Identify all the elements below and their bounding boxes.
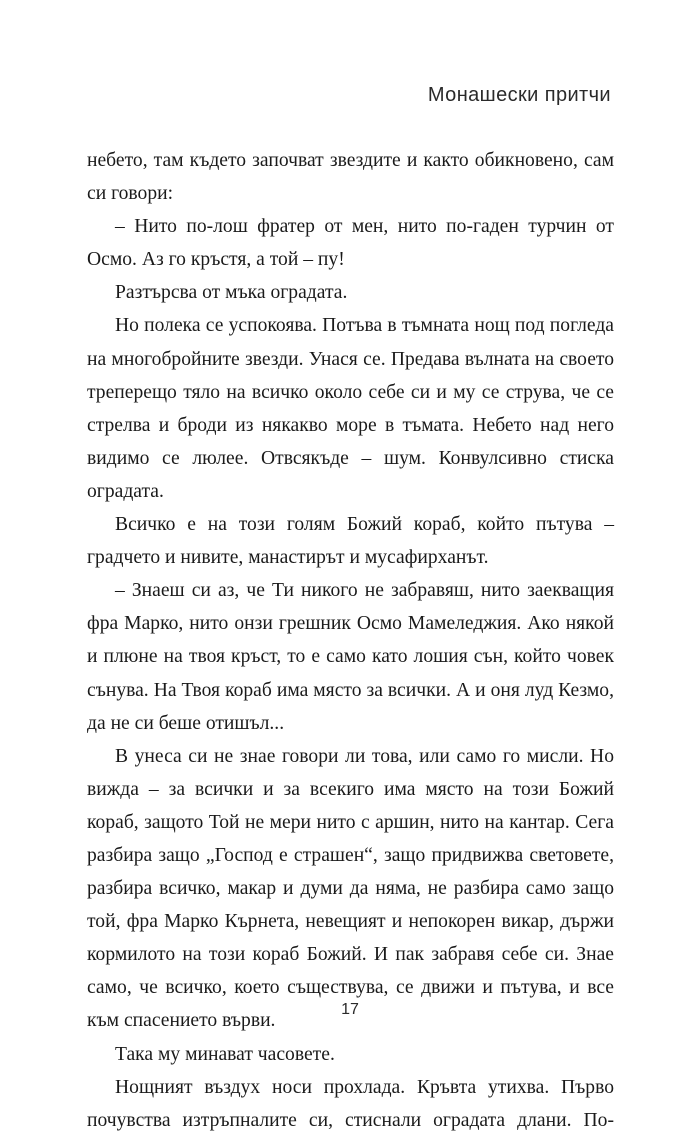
paragraph: – Нито по-лош фратер от мен, нито по-гаден турчин от Осмо. Аз го кръстя, а той – пу!	[87, 216, 614, 271]
running-header: Монашески притчи	[427, 84, 611, 106]
paragraph: небето, там където започват звездите и както обикновено, сам си говори:	[87, 150, 614, 205]
paragraph: В унеса си не знае говори ли това, или само го мисли. Но вижда – за всички и за всекиго има място на този Божий кораб, защото Той не мери нито с аршин, нито на кантар. Сега разбира защо „Господ е страшен“, защо придвижва световете, разбира всичко, макар и думи да няма, не разбира само защо той, фра Марко Кърнета, невещият и непокорен викар, държи кормилото на този кораб Божий. И пак забравя себе си. Знае само, че всичко, което съществува, се движи и пътува, и все към спасението върви.	[87, 745, 614, 1032]
paragraph: Всичко е на този голям Божий кораб, който пътува – градчето и нивите, манастирът и мусафирханът.	[87, 514, 614, 569]
paragraph: Така му минават часовете.	[115, 1043, 335, 1065]
paragraph: Но полека се успокоява. Потъва в тъмната нощ под погледа на многобройните звезди. Унася се. Предава вълната на своето треперещо тяло на всичко около себе си и му се струва, че се стрелва и броди из някакво море в тъмата. Небето над него видимо се люлее. Отвсякъде – шум. Конвулсивно стиска оградата.	[87, 315, 614, 502]
paragraph: Нощният въздух носи прохлада. Кръвта утихва. Първо почувства изтръпналите си, стиснали оградата длани. По-	[87, 1076, 614, 1131]
body-text	[87, 144, 614, 1137]
page-number: 17	[341, 1001, 359, 1018]
paragraph: Разтърсва от мъка оградата.	[115, 282, 348, 304]
paragraph: – Знаеш си аз, че Ти никого не забравяш, нито заекващия фра Марко, нито онзи грешник Осмо Мамеледжия. Ако някой и плюне на твоя кръст, то е само като лошия сън, който човек сънува. На Твоя кораб има място за всички. А и оня луд Кезмо, да не си беше отишъл...	[87, 580, 614, 734]
